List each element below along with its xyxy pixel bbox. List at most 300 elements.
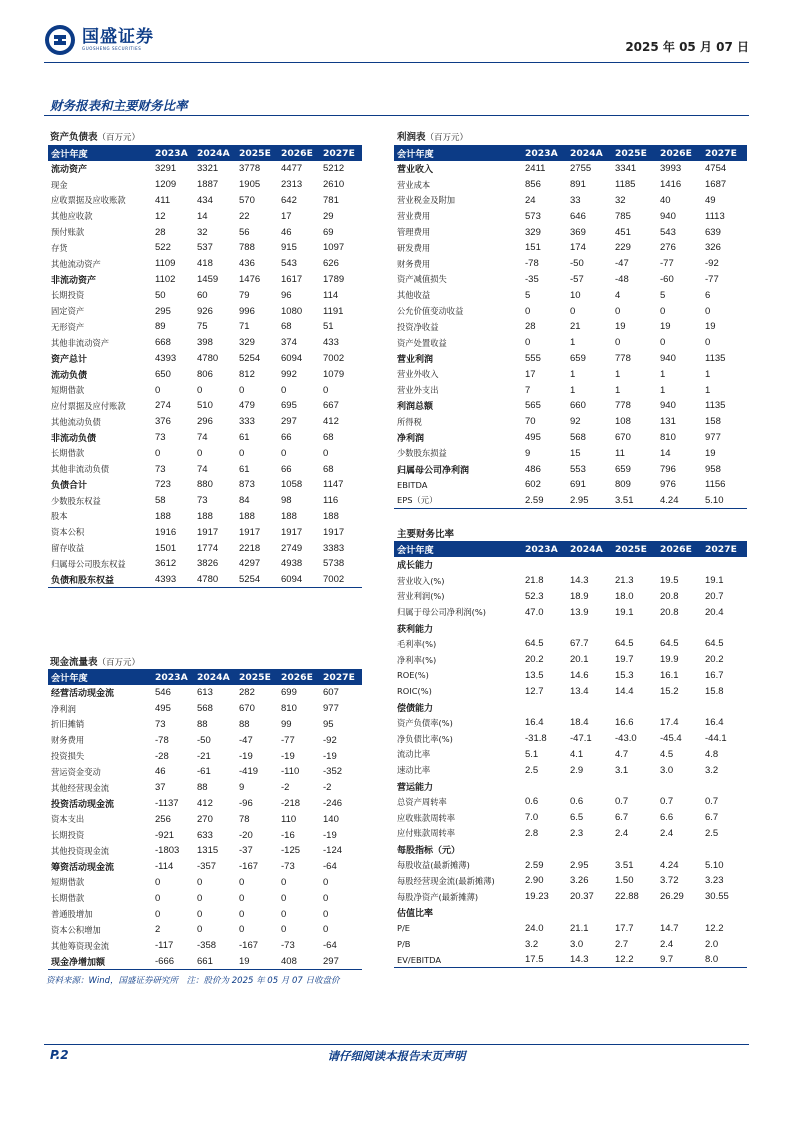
cell-value: 926 [197,305,213,317]
table-row [394,303,747,319]
table-row [394,573,747,589]
cell-value: 10 [570,289,581,301]
income-statement-title: 利润表（百万元） [397,132,469,143]
cell-value: 1 [660,368,666,380]
cell-value: 2.59 [525,859,544,871]
cell-value: 108 [615,416,631,428]
cell-value: 11 [615,447,625,459]
table-row [394,668,747,684]
cell-value: 434 [197,194,213,206]
row-label: 短期借款 [51,385,85,396]
cell-value: 3778 [239,163,261,175]
cell-value: 0 [239,892,245,904]
cell-value: 3.51 [615,859,634,871]
table-row [394,778,747,794]
row-label: 营业利润(%) [397,591,445,602]
cell-value: 6 [705,289,711,301]
cell-value: 781 [323,194,339,206]
row-label: ROIC(%) [397,686,432,697]
cell-value: 37 [155,782,166,794]
cell-value: 32 [197,226,208,238]
cell-value: 19.1 [615,606,634,618]
table-row [48,319,362,335]
cell-value: 1917 [239,526,261,538]
table-row [394,810,747,826]
table-row [48,922,362,938]
cell-value: 7.0 [525,812,539,824]
row-label: 每股经营现金流(最新摊薄) [397,875,495,886]
table-row [48,161,362,177]
cell-value: 46 [155,766,166,778]
cell-value: 74 [197,463,208,475]
cell-value: 61 [239,431,250,443]
header-label: 会计年度 [397,545,434,556]
cell-value: -77 [660,258,674,270]
cell-value [702,699,747,715]
ratios-title: 主要财务比率 [397,529,455,540]
cell-value: 20.1 [570,654,589,666]
cell-value: 3.0 [660,764,674,776]
cell-value: 479 [239,400,255,412]
cell-value: 5 [525,289,531,301]
cell-value: 778 [615,400,631,412]
cell-value: 73 [155,718,166,730]
cell-value: 5254 [239,573,261,585]
cell-value: 369 [570,226,586,238]
cell-value: 3826 [197,558,219,570]
cell-value: 68 [323,463,334,475]
cell-value: -167 [239,940,259,952]
cell-value [567,557,612,573]
table-row [394,224,747,240]
cell-value: 64.5 [705,638,724,650]
balance-sheet-table [48,145,362,588]
cell-value: 1617 [281,273,303,285]
cell-value: 1079 [323,368,345,380]
cell-value: 14.6 [570,669,589,681]
cell-value: 19 [705,447,716,459]
cashflow-title: 现金流量表（百万元） [50,657,141,668]
cell-value: 0 [660,305,666,317]
cell-value: 723 [155,479,171,491]
cell-value: 4.1 [570,748,584,760]
cell-value: 633 [197,829,213,841]
row-label: 其他经营现金流 [51,782,110,793]
row-label: 营业外支出 [397,385,439,396]
cell-value: 553 [570,463,586,475]
cell-value: 140 [323,813,339,825]
header-year: 2026E [281,147,313,159]
cell-value: -666 [155,955,175,967]
table-row [394,319,747,335]
cell-value [612,557,657,573]
page-number: P.2 [50,1048,69,1062]
cell-value: 4393 [155,573,177,585]
cell-value: 5738 [323,558,345,570]
cell-value: 5 [660,289,666,301]
table-header-row [48,669,362,685]
table-row [48,366,362,382]
cell-value: 28 [155,226,166,238]
cell-value: 958 [705,463,721,475]
header-year: 2023A [525,543,558,555]
cell-value: -1803 [155,845,180,857]
cell-value: 626 [323,258,339,270]
cell-value: -2 [281,782,290,794]
table-row [394,747,747,763]
cell-value: 67.7 [570,638,589,650]
header-year: 2027E [323,671,355,683]
cell-value: 2.95 [570,859,589,871]
cell-value: 695 [281,400,297,412]
row-label: 利润总额 [397,402,434,413]
table-row [48,272,362,288]
cell-value: 7002 [323,352,345,364]
cell-value: 433 [323,337,339,349]
cell-value: -20 [239,829,253,841]
row-label: 归属于母公司净利润(%) [397,607,487,618]
cell-value: 3612 [155,558,177,570]
cell-value [612,778,657,794]
cell-value: 9.7 [660,954,674,966]
cell-value: 70 [525,416,536,428]
table-row [48,335,362,351]
row-label: 少数股东损益 [397,448,447,459]
cell-value: 3.72 [660,875,679,887]
cell-value: 0 [615,305,621,317]
cell-value [612,699,657,715]
table-row [394,256,747,272]
cell-value: 4297 [239,558,261,570]
table-row [394,652,747,668]
cell-value: 51 [323,321,334,333]
row-label: 投资活动现金流 [51,799,115,810]
cell-value: 326 [705,242,721,254]
table-row [48,701,362,717]
cell-value: 2218 [239,542,261,554]
row-label: 固定资产 [51,306,85,317]
table-row [48,224,362,240]
cell-value: 4393 [155,352,177,364]
cell-value: 66 [281,431,292,443]
cell-value: 21 [570,321,581,333]
table-row [394,445,747,461]
row-label: 营业费用 [397,211,431,222]
row-label: 营业收入 [397,165,434,176]
row-label: 其他非流动负债 [51,464,110,475]
cell-value [612,841,657,857]
table-row [394,287,747,303]
row-label: EV/EBITDA [397,954,442,965]
cell-value: 0 [323,924,329,936]
cell-value: 274 [155,400,171,412]
cell-value: 79 [239,289,250,301]
cell-value [702,905,747,921]
cell-value: 412 [197,797,213,809]
cell-value: 0 [281,384,287,396]
row-label: 财务费用 [51,735,85,746]
cell-value: 17.4 [660,717,679,729]
row-label: 净负债比率(%) [397,733,453,744]
header-year: 2026E [660,543,692,555]
cell-value: 977 [705,431,721,443]
cell-value: 6094 [281,352,303,364]
cell-value: 296 [197,416,213,428]
cell-value [657,905,702,921]
cell-value: 796 [660,463,676,475]
cell-value: 20.2 [705,654,724,666]
header-year: 2024A [570,543,603,555]
cell-value: -357 [197,861,217,873]
cell-value: 19 [705,321,716,333]
cell-value [702,841,747,857]
row-label: 留存收益 [51,543,85,554]
cell-value: -64 [323,940,337,952]
cell-value: 0 [197,876,203,888]
cell-value: 6094 [281,573,303,585]
cell-value: 3.0 [570,938,584,950]
cell-value: 4.7 [615,748,629,760]
row-label: 偿债能力 [397,703,434,714]
row-label: 长期借款 [51,448,85,459]
cell-value: -77 [281,734,295,746]
cell-value: 6.7 [615,812,629,824]
cell-value: 84 [239,495,250,507]
table-row [394,826,747,842]
cell-value: 88 [239,718,250,730]
cell-value: 19.23 [525,891,549,903]
cell-value: 2.3 [570,827,584,839]
cell-value: 568 [197,703,213,715]
cell-value: 1191 [323,305,344,317]
balance-sheet-title: 资产负债表（百万元） [50,132,141,143]
cell-value: 56 [239,226,250,238]
cell-value [522,905,567,921]
cell-value: 451 [615,226,631,238]
cell-value: 1.50 [615,875,634,887]
cell-value: 996 [239,305,255,317]
cell-value: 699 [281,687,297,699]
table-row [394,557,747,573]
table-row [48,414,362,430]
table-row [48,748,362,764]
cell-value: 660 [570,400,586,412]
cell-value: 20.8 [660,590,679,602]
cell-value: 0 [525,337,531,349]
row-label: 其他非流动资产 [51,337,110,348]
table-row [48,240,362,256]
row-label: 存货 [51,242,68,253]
cell-value: 418 [197,258,213,270]
cell-value: 282 [239,687,255,699]
cell-value: 1147 [323,479,344,491]
cell-value: 69 [323,226,334,238]
row-label: 毛利率(%) [397,638,437,649]
cell-value: 0 [239,447,245,459]
cashflow-table [48,669,362,970]
cell-value: 19 [660,321,671,333]
cell-value: 880 [197,479,213,491]
cell-value: 92 [570,416,581,428]
row-label: 筹资活动现金流 [51,863,115,874]
cell-value: 806 [197,368,213,380]
row-label: 长期借款 [51,893,85,904]
cell-value: -114 [155,861,174,873]
header-year: 2025E [615,147,647,159]
cell-value: 17 [281,210,292,222]
table-row [48,796,362,812]
cell-value: 856 [525,179,541,191]
header-year: 2024A [570,147,603,159]
cell-value: 3993 [660,163,682,175]
row-label: 归属母公司股东权益 [51,558,126,569]
cell-value: 2.8 [525,827,539,839]
table-row [394,177,747,193]
cell-value: 32 [615,194,626,206]
cell-value: -61 [197,766,211,778]
cell-value: 14.4 [615,685,634,697]
cell-value: 0 [239,384,245,396]
cell-value: 89 [155,321,166,333]
cell-value: 13.9 [570,606,589,618]
row-label: 应付票据及应付账款 [51,400,126,411]
cell-value [567,841,612,857]
cell-value: 0 [155,876,161,888]
row-label: 普通股增加 [51,909,93,920]
cell-value: 18.9 [570,590,589,602]
logo-name-cn: 国盛证券 [82,27,154,47]
cell-value: 1080 [281,305,303,317]
cell-value: 1209 [155,179,177,191]
cell-value: 188 [323,510,339,522]
cell-value: 5212 [323,163,345,175]
cell-value: 1185 [615,179,636,191]
row-label: 应付账款周转率 [397,828,456,839]
cell-value: 295 [155,305,171,317]
cell-value: 613 [197,687,213,699]
row-label: 每股净资产(最新摊薄) [397,891,479,902]
cell-value: 188 [197,510,213,522]
cell-value: 270 [197,813,213,825]
table-row [48,685,362,701]
cell-value: 2.7 [615,938,629,950]
row-label: 速动比率 [397,765,431,776]
row-label: 短期借款 [51,877,85,888]
cell-value: 16.4 [705,717,724,729]
row-label: 现金 [51,179,68,190]
cell-value: 110 [281,813,297,825]
table-header-row [48,145,362,161]
cell-value: -78 [155,734,169,746]
table-row [394,952,747,968]
table-row [48,843,362,859]
cell-value: 2755 [570,163,592,175]
cell-value: 573 [525,210,541,222]
cell-value: 0 [239,908,245,920]
cell-value: -16 [281,829,295,841]
cell-value: 607 [323,687,339,699]
cell-value [612,905,657,921]
row-label: 长期投资 [51,830,85,841]
row-label: 预付账款 [51,227,85,238]
cell-value [567,778,612,794]
cell-value: 1135 [705,400,726,412]
cell-value: 778 [615,352,631,364]
table-row [394,208,747,224]
cell-value: -167 [239,861,259,873]
cell-value: 14 [660,447,671,459]
cell-value: 14.3 [570,954,589,966]
cell-value: 2.4 [615,827,629,839]
cell-value: 7002 [323,573,345,585]
cell-value: -125 [281,845,301,857]
cell-value: 17.5 [525,954,544,966]
cell-value: 16.4 [525,717,544,729]
table-row [48,556,362,572]
table-row [48,398,362,414]
cell-value: 15 [570,447,581,459]
cell-value: 60 [197,289,208,301]
cell-value: 0 [570,305,576,317]
cell-value: 2 [155,924,161,936]
table-row [48,764,362,780]
cell-value: 20.37 [570,891,594,903]
table-row [48,875,362,891]
cell-value: 151 [525,242,541,254]
row-label: 流动负债 [51,370,88,381]
cell-value: -57 [570,273,584,285]
ratios-table [394,541,747,968]
table-row [394,240,747,256]
income-statement-table [394,145,747,509]
header-year: 2025E [239,147,271,159]
cell-value [657,620,702,636]
cell-value: -48 [615,273,629,285]
cell-value: 785 [615,210,631,222]
cell-value: 297 [323,955,339,967]
cell-value: 0 [705,337,711,349]
cell-value: 659 [615,463,631,475]
cell-value: 0 [525,305,531,317]
cell-value: 4 [615,289,621,301]
cell-value: 88 [197,718,208,730]
cell-value: 12.2 [615,954,634,966]
cell-value: -218 [281,797,301,809]
cell-value: 19.7 [615,654,634,666]
cell-value: 0 [155,892,161,904]
cell-value: 1 [570,337,576,349]
row-label: 流动比率 [397,749,431,760]
table-row [394,683,747,699]
cell-value: 2.4 [660,827,674,839]
cell-value: 13.4 [570,685,589,697]
cell-value: 188 [155,510,171,522]
cell-value: 4780 [197,352,219,364]
cell-value: 810 [281,703,297,715]
table-row [48,509,362,525]
cell-value: -73 [281,861,295,873]
cell-value: 73 [155,463,166,475]
table-row [48,430,362,446]
cell-value: 49 [705,194,716,206]
table-row [394,936,747,952]
table-row [48,540,362,556]
row-label: 资产处置收益 [397,337,447,348]
cell-value: -45.4 [660,733,682,745]
cell-value: 158 [705,416,721,428]
row-label: 资本支出 [51,814,85,825]
row-label: 非流动负债 [51,433,97,444]
